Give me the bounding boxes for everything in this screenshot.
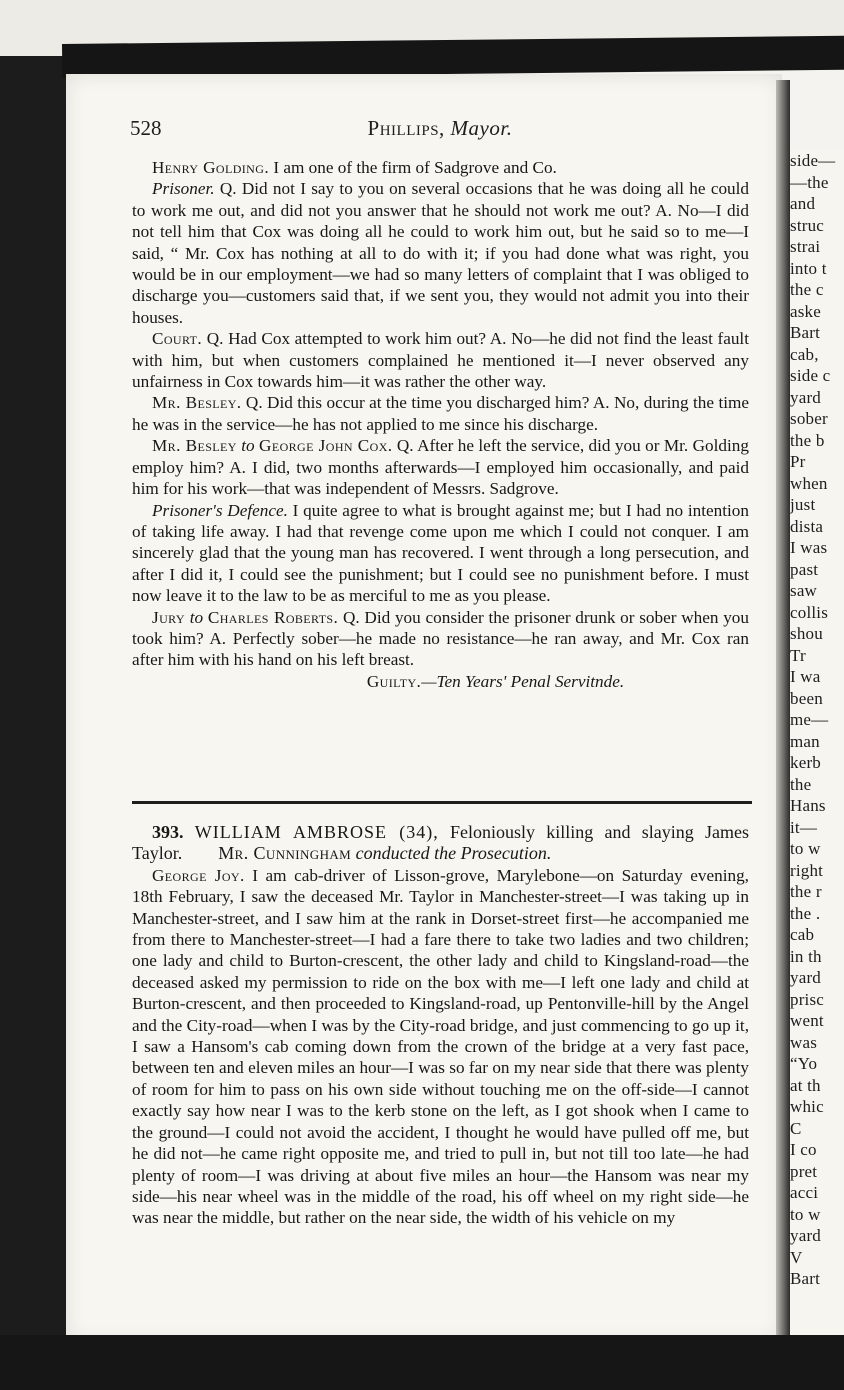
speaker-name: Jury [152,607,185,627]
facing-page-line: I wa [790,667,821,686]
paragraph-besley-question [132,392,749,435]
facing-page-line: Hans [790,796,826,815]
facing-page-line: Pr [790,452,806,471]
facing-page-line: the r [790,882,822,901]
facing-page-line: struc [790,215,825,235]
facing-page-line: to w [790,1204,821,1224]
facing-page-line: in th [790,946,822,966]
facing-page-line: side c [790,366,831,385]
addressee-name: Charles Roberts. [207,607,339,627]
facing-page-line: me— [790,710,829,729]
witness-name: George Joy. [152,865,245,885]
paragraph-prisoner-question [132,178,749,328]
facing-page-line: prisc [790,989,825,1009]
scan-bottom-border [0,1335,844,1390]
page-gutter-shadow [776,80,790,1345]
facing-page-line: when [790,473,828,493]
paragraph-text: I quite agree to what is brought against me; but I had no intention of taking life away. I had that revenge come upon me which I could not conquer. I am sincerely glad that the young man has recovered. I went through a long persecution, and after I did it, I could see the punishment; but I could see no punishment before. I must now leave it to the law to be as merciful to me as you please. [132,500,749,606]
facing-page-line: sober [790,409,828,428]
facing-page-line: “Yo [790,1054,818,1073]
case-heading [132,822,749,865]
facing-page-line: whic [790,1097,824,1116]
paragraph-text: Q. Did this occur at the time you discharged him? A. No, during the time he was in the service—he has not applied to me since his discharge. [132,393,749,434]
facing-page-line: past [790,559,819,579]
case-divider-rule [132,801,752,804]
paragraph-jury-question [132,607,749,671]
facing-page-line: aske [790,301,822,321]
facing-page-line: collis [790,602,829,622]
facing-page-line: been [790,688,823,708]
connector-to: to [236,436,260,456]
facing-page-line: dista [790,516,824,536]
facing-page-line: shou [790,624,823,643]
paragraph-text: I am cab-driver of Lisson-grove, Marylebone—on Saturday evening, 18th February, I saw the deceased Mr. Taylor in Manchester-street—I was taking up in Manchester-street, and I saw him at the rank in Dorset-street first—he accompanied me from there to Manchester-street—I had a fare there to take two ladies and two children; one lady and child to Burton-crescent, the other lady and child to Kingsland-road—the deceased asked my permission to ride on the box with me—I left one lady and child at Burton-crescent, and then proceeded to Kingsland-road, up Pentonville-hill by the Angel and the City-road—when I was by the City-road bridge, and just commencing to go up it, I saw a Hansom's cab coming down from the crown of the bridge at a very fast pace, between ten and eleven miles an hour—I was so far on my near side that there was plenty of room for him to pass on his own side without touching me on the off-side—I cannot exactly say how near I was to the kerb stone on the left, as I got shook when I came to the ground—I could not avoid the accident, I thought he would have pulled off me, but he did not—he came right opposite me, and tried to pull in, but not till too late—he had plenty of room—I was driving at about five miles an hour—the Hansom was near my side—his near wheel was in the middle of the road, his off wheel on my right side—he was near the middle, but rather on the near side, the width of his vehicle on my [132,865,749,1228]
facing-page-line: the [790,774,812,794]
facing-page-line: Tr [790,645,806,665]
facing-page-line: at th [790,1075,821,1095]
facing-page-line: the b [790,430,825,450]
speaker-name: Prisoner. [152,179,215,199]
paragraph-joy-testimony [132,865,749,1229]
defendant-name: WILLIAM AMBROSE (34), [194,822,439,842]
paragraph-text: Q. Did not I say to you on several occasions that he was doing all he could to work me out, and did not you answer that he should not work me out? A. No—I did not tell him that Cox was doing all he could to work him out, but he said so to me—I said, “ Mr. Cox has nothing at all to do with it; if you had done what was right, you would be in our employment—we had so many letters of complaint that I was obliged to discharge you—customers said that, if we sent you, they would not admit you into their houses. [132,179,749,327]
connector-to: to [184,607,208,627]
facing-page-line: was [790,1032,818,1052]
facing-page-line: V [790,1247,803,1267]
addressee-name: George John Cox. [259,436,393,456]
facing-page-line: yard [790,1226,822,1245]
prosecutor-name: Mr. Cunningham [218,843,352,864]
case-number: 393. [152,822,184,842]
facing-page-line: strai [790,237,821,256]
facing-page-line: it— [790,817,818,837]
facing-page-line: Bart [790,1269,821,1288]
facing-page-line: cab [790,925,815,944]
page-number: 528 [130,116,162,140]
page-header [130,116,750,142]
facing-page-line: to w [790,839,821,858]
scan-top-border [62,36,844,78]
facing-page-line: into t [790,258,827,278]
section-ambrose-case [132,822,749,1229]
paragraph-besley-to-cox [132,435,749,499]
verdict-sentence: —Ten Years' Penal Servitnde. [421,671,625,691]
facing-page-line: the . [790,903,821,923]
facing-page-line: I was [790,538,828,557]
facing-page-line: —the [790,172,829,192]
paragraph-text: Q. After he left the service, did you or Mr. Golding employ him? A. I did, two months afterwards—I employed him occasionally, and paid him for his work—that was independent of Messrs. Sadgrove. [132,436,749,499]
verdict-line [132,671,749,692]
paragraph-prisoner-defence [132,500,749,607]
speaker-name: Prisoner's Defence. [152,500,288,520]
running-head [130,116,750,141]
verdict-label: Guilty. [366,671,422,691]
paragraph-text: Q. Did you consider the prisoner drunk or sober when you took him? A. Perfectly sober—he made no resistance—he ran away, and Mr. Cox ran after him with his hand on his left breast. [132,607,749,670]
section-golding-testimony [132,157,749,692]
facing-page-fragment [790,150,844,1335]
facing-page-line: kerb [790,753,822,772]
running-head-name: Phillips, [367,116,445,140]
facing-page-line: and [790,194,816,213]
facing-page-line: I co [790,1140,817,1159]
running-head-title: Mayor. [450,116,513,140]
facing-page-line: pret [790,1161,818,1181]
speaker-name: Court. [152,329,203,349]
facing-page-line: saw [790,581,818,600]
speaker-name: Mr. Besley. [152,393,242,413]
facing-page-line: right [790,860,824,880]
paragraph-court-question [132,328,749,392]
paragraph-golding [132,157,749,178]
facing-page-line: C [790,1118,802,1138]
scan-left-border [0,56,70,1356]
facing-page-line: just [790,495,816,514]
facing-page-line: went [790,1011,824,1030]
charge-text: Feloniously killing and slaying James Taylor. [132,822,749,864]
paragraph-text: I am one of the firm of Sadgrove and Co. [269,158,557,177]
facing-page-line: Bart [790,323,821,342]
facing-page-line: cab, [790,344,819,364]
facing-page-line: the c [790,280,824,299]
prosecution-text: conducted the Prosecution. [351,843,552,864]
facing-page-line: yard [790,968,822,987]
facing-page-line: side— [790,151,836,170]
speaker-name: Henry Golding. [152,158,270,177]
facing-page-line: yard [790,387,822,407]
speaker-name: Mr. Besley [152,436,237,456]
facing-page-line: man [790,731,820,751]
facing-page-line: acci [790,1183,819,1202]
paragraph-text: Q. Had Cox attempted to work him out? A. No—he did not find the least fault with him, but when customers complained he mentioned it—I never observed any unfairness in Cox towards him—it was rather the other way. [132,329,749,392]
